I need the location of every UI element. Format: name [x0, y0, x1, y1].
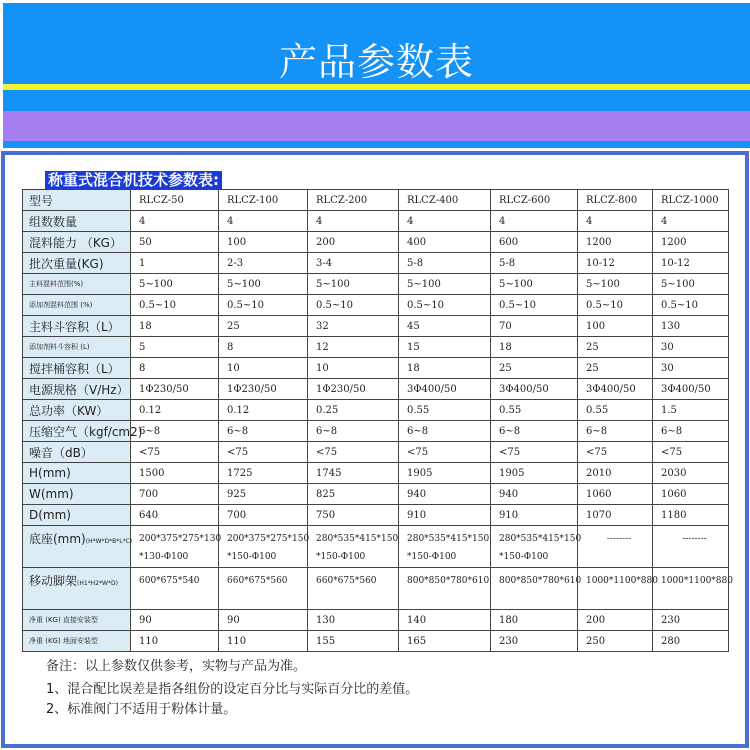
table-cell: 1500 [131, 463, 219, 484]
table-cell: 940 [399, 484, 491, 505]
table-cell: 230 [653, 610, 729, 631]
table-cell: 3Φ400/50 [578, 379, 653, 400]
table-row [23, 295, 729, 316]
table-cell: 90 [219, 610, 308, 631]
table-cell: RLCZ-50 [131, 190, 219, 211]
row-label [23, 505, 131, 526]
spec-table [22, 189, 733, 652]
table-cell: 3Φ400/50 [399, 379, 491, 400]
table-row [23, 190, 729, 211]
table-row [23, 358, 729, 379]
table-cell: 0.55 [491, 400, 578, 421]
note-1: 1、混合配比误差是指各组份的设定百分比与实际百分比的差值。 [46, 682, 419, 697]
row-label [23, 463, 131, 484]
table-cell: RLCZ-200 [308, 190, 399, 211]
table-title: 称重式混合机技术参数表: [45, 171, 222, 189]
table-cell: 5 [131, 337, 219, 358]
table-cell: 6~8 [308, 421, 399, 442]
row-label-text: 压缩空气（kgf/cm2) [29, 424, 143, 439]
note-2: 2、标准阀门不适用于粉体计量。 [46, 702, 237, 717]
table-cell: RLCZ-600 [491, 190, 578, 211]
row-label-text: 混料能力 （KG） [29, 235, 122, 250]
table-cell: 8 [219, 337, 308, 358]
yellow-stripe [3, 84, 750, 90]
table-cell: 640 [131, 505, 219, 526]
table-cell: 200 [308, 232, 399, 253]
table-cell: 25 [578, 337, 653, 358]
table-cell: 25 [491, 358, 578, 379]
table-row [23, 274, 729, 295]
table-cell: 0.55 [399, 400, 491, 421]
table-cell: 0.5~10 [131, 295, 219, 316]
table-cell: 50 [131, 232, 219, 253]
table-cell: 200 [578, 610, 653, 631]
table-cell: 5~100 [219, 274, 308, 295]
row-label [23, 274, 131, 295]
table-cell: 280*535*415*150 *150-Φ100 [399, 526, 491, 568]
table-cell: 1000*1100*880 [653, 568, 729, 610]
row-label [23, 442, 131, 463]
table-cell: 5~100 [653, 274, 729, 295]
row-label-text: 主料斗容积（L） [29, 319, 120, 334]
row-label [23, 484, 131, 505]
row-label [23, 568, 131, 610]
row-label-text: 主料混料范围(%) [29, 280, 84, 288]
table-cell: 1000*1100*880 [578, 568, 653, 610]
row-label [23, 190, 131, 211]
row-label-sub: (H1*H2*W*D) [77, 580, 118, 587]
table-cell: 910 [491, 505, 578, 526]
row-label-text: D(mm) [29, 508, 71, 522]
table-cell: 0.5~10 [653, 295, 729, 316]
table-row [23, 568, 729, 610]
table-cell: 18 [491, 337, 578, 358]
table-cell: 100 [578, 316, 653, 337]
row-label [23, 610, 131, 631]
table-cell: 165 [399, 631, 491, 652]
row-label-text: 总功率（KW） [29, 403, 109, 418]
table-cell: 5~100 [131, 274, 219, 295]
table-cell: 4 [653, 211, 729, 232]
table-cell: 4 [578, 211, 653, 232]
table-cell: 825 [308, 484, 399, 505]
table-cell: 110 [219, 631, 308, 652]
row-label [23, 337, 131, 358]
table-cell: 750 [308, 505, 399, 526]
table-row [23, 253, 729, 274]
table-cell: 18 [399, 358, 491, 379]
table-cell: 90 [131, 610, 219, 631]
table-cell: 1745 [308, 463, 399, 484]
table-cell: 600*675*540 [131, 568, 219, 610]
table-cell: 400 [399, 232, 491, 253]
table-row [23, 211, 729, 232]
table-cell: 4 [131, 211, 219, 232]
table-cell: 0.5~10 [399, 295, 491, 316]
table-cell: 3Φ400/50 [491, 379, 578, 400]
row-label-text: 批次重量(KG) [29, 256, 104, 271]
row-label [23, 631, 131, 652]
table-cell: 70 [491, 316, 578, 337]
table-cell: <75 [219, 442, 308, 463]
row-label [23, 358, 131, 379]
table-cell: 940 [491, 484, 578, 505]
table-cell: 660*675*560 [308, 568, 399, 610]
row-label-text: H(mm) [29, 466, 71, 480]
table-cell: 1905 [399, 463, 491, 484]
table-cell: 10 [219, 358, 308, 379]
table-cell: 0.5~10 [578, 295, 653, 316]
table-cell: 2030 [653, 463, 729, 484]
table-cell: -------- [653, 526, 729, 568]
table-cell: 6~8 [219, 421, 308, 442]
table-row [23, 631, 729, 652]
table-cell: 5~100 [399, 274, 491, 295]
table-cell: 4 [491, 211, 578, 232]
table-cell: 1060 [578, 484, 653, 505]
table-row [23, 379, 729, 400]
row-label-text: 底座(mm) [29, 532, 86, 546]
row-label-text: 净重 (KG) 地面安装型 [29, 637, 98, 645]
table-cell: 800*850*780*610 [399, 568, 491, 610]
table-cell: 0.12 [131, 400, 219, 421]
row-label-text: 移动脚架 [29, 574, 78, 588]
header-banner [3, 3, 750, 148]
table-row [23, 484, 729, 505]
table-cell: 700 [219, 505, 308, 526]
row-label-text: 添加剂料斗容积 (L) [29, 343, 90, 351]
table-cell: 0.25 [308, 400, 399, 421]
table-cell: 18 [131, 316, 219, 337]
table-cell: 0.5~10 [219, 295, 308, 316]
table-cell: 45 [399, 316, 491, 337]
table-cell: 1725 [219, 463, 308, 484]
table-cell: 6~8 [578, 421, 653, 442]
row-label-text: 组数数量 [29, 214, 78, 229]
row-label [23, 316, 131, 337]
table-cell: 1200 [653, 232, 729, 253]
table-cell: 4 [308, 211, 399, 232]
table-cell: 910 [399, 505, 491, 526]
table-cell: 3-4 [308, 253, 399, 274]
note-remark: 备注：以上参数仅供参考，实物与产品为准。 [46, 659, 307, 674]
table-cell: 1180 [653, 505, 729, 526]
table-cell: 4 [399, 211, 491, 232]
row-label-text: W(mm) [29, 487, 74, 501]
table-cell: 2010 [578, 463, 653, 484]
table-cell: RLCZ-100 [219, 190, 308, 211]
table-row [23, 463, 729, 484]
table-cell: 1060 [653, 484, 729, 505]
table-cell: 925 [219, 484, 308, 505]
table-cell: 1Φ230/50 [308, 379, 399, 400]
table-cell: 5-8 [399, 253, 491, 274]
table-cell: 800*850*780*610 [491, 568, 578, 610]
table-cell: 600 [491, 232, 578, 253]
table-cell: 100 [219, 232, 308, 253]
table-cell: 2-3 [219, 253, 308, 274]
table-cell: 0.12 [219, 400, 308, 421]
table-cell: 1Φ230/50 [131, 379, 219, 400]
table-cell: 1.5 [653, 400, 729, 421]
table-row [23, 421, 729, 442]
table-cell: <75 [308, 442, 399, 463]
table-cell: 1070 [578, 505, 653, 526]
table-cell: 1905 [491, 463, 578, 484]
table-cell: 130 [308, 610, 399, 631]
row-label-text: 搅拌桶容积（L） [29, 361, 120, 376]
table-cell: 280*535*415*150 *150-Φ100 [308, 526, 399, 568]
table-row [23, 337, 729, 358]
table-cell: 230 [491, 631, 578, 652]
table-row [23, 526, 729, 568]
row-label [23, 232, 131, 253]
page-title: 产品参数表 [278, 40, 474, 84]
row-label [23, 211, 131, 232]
table-cell: 30 [653, 358, 729, 379]
table-cell: 10-12 [653, 253, 729, 274]
table-cell: 0.5~10 [491, 295, 578, 316]
table-cell: 15 [399, 337, 491, 358]
table-cell: 5~100 [578, 274, 653, 295]
table-cell: 250 [578, 631, 653, 652]
table-cell: 155 [308, 631, 399, 652]
row-label [23, 421, 143, 442]
table-cell: -------- [578, 526, 653, 568]
table-cell: <75 [578, 442, 653, 463]
purple-band [3, 111, 750, 141]
table-row [23, 232, 729, 253]
table-cell: RLCZ-1000 [653, 190, 729, 211]
row-label-sub: (H*W*D*B*L*C) [85, 538, 133, 545]
table-cell: 180 [491, 610, 578, 631]
table-cell: 10-12 [578, 253, 653, 274]
row-label-text: 噪音（dB） [29, 445, 93, 460]
table-cell: 130 [653, 316, 729, 337]
table-row [23, 442, 729, 463]
table-cell: 6~8 [131, 421, 219, 442]
table-cell: 5-8 [491, 253, 578, 274]
row-label-text: 电源规格（V/Hz） [29, 382, 129, 397]
table-cell: 280*535*415*150 *150-Φ100 [491, 526, 578, 568]
table-cell: 4 [219, 211, 308, 232]
table-cell: 110 [131, 631, 219, 652]
table-cell: 8 [131, 358, 219, 379]
table-cell: 700 [131, 484, 219, 505]
table-cell: 6~8 [491, 421, 578, 442]
table-cell: 0.55 [578, 400, 653, 421]
row-label [23, 526, 131, 568]
table-cell: 1200 [578, 232, 653, 253]
table-cell: 660*675*560 [219, 568, 308, 610]
table-cell: <75 [399, 442, 491, 463]
row-label [23, 379, 131, 400]
table-cell: 10 [308, 358, 399, 379]
table-cell: 0.5~10 [308, 295, 399, 316]
table-cell: RLCZ-400 [399, 190, 491, 211]
row-label-text: 净重 (KG) 直接安装型 [29, 616, 98, 624]
table-row [23, 400, 729, 421]
table-cell: 200*375*275*150 *150-Φ100 [219, 526, 308, 568]
table-cell: 140 [399, 610, 491, 631]
table-cell: 5~100 [491, 274, 578, 295]
row-label [23, 253, 131, 274]
table-cell: 6~8 [399, 421, 491, 442]
table-row [23, 505, 729, 526]
table-cell: 25 [578, 358, 653, 379]
table-row [23, 610, 729, 631]
row-label-text: 添加剂混料范围 (%) [29, 301, 93, 309]
table-cell: 32 [308, 316, 399, 337]
row-label-text: 型号 [29, 193, 54, 208]
table-cell: 5~100 [308, 274, 399, 295]
table-cell: <75 [491, 442, 578, 463]
table-cell: <75 [131, 442, 219, 463]
table-cell: 1Φ230/50 [219, 379, 308, 400]
table-cell: 280 [653, 631, 729, 652]
table-cell: 200*375*275*130 *130-Φ100 [131, 526, 219, 568]
table-cell: 30 [653, 337, 729, 358]
table-cell: RLCZ-800 [578, 190, 653, 211]
row-label [23, 400, 131, 421]
table-cell: 1 [131, 253, 219, 274]
table-cell: 6~8 [653, 421, 729, 442]
row-label [23, 295, 131, 316]
table-cell: <75 [653, 442, 729, 463]
table-row [23, 316, 729, 337]
table-cell: 25 [219, 316, 308, 337]
table-cell: 12 [308, 337, 399, 358]
table-cell: 3Φ400/50 [653, 379, 729, 400]
